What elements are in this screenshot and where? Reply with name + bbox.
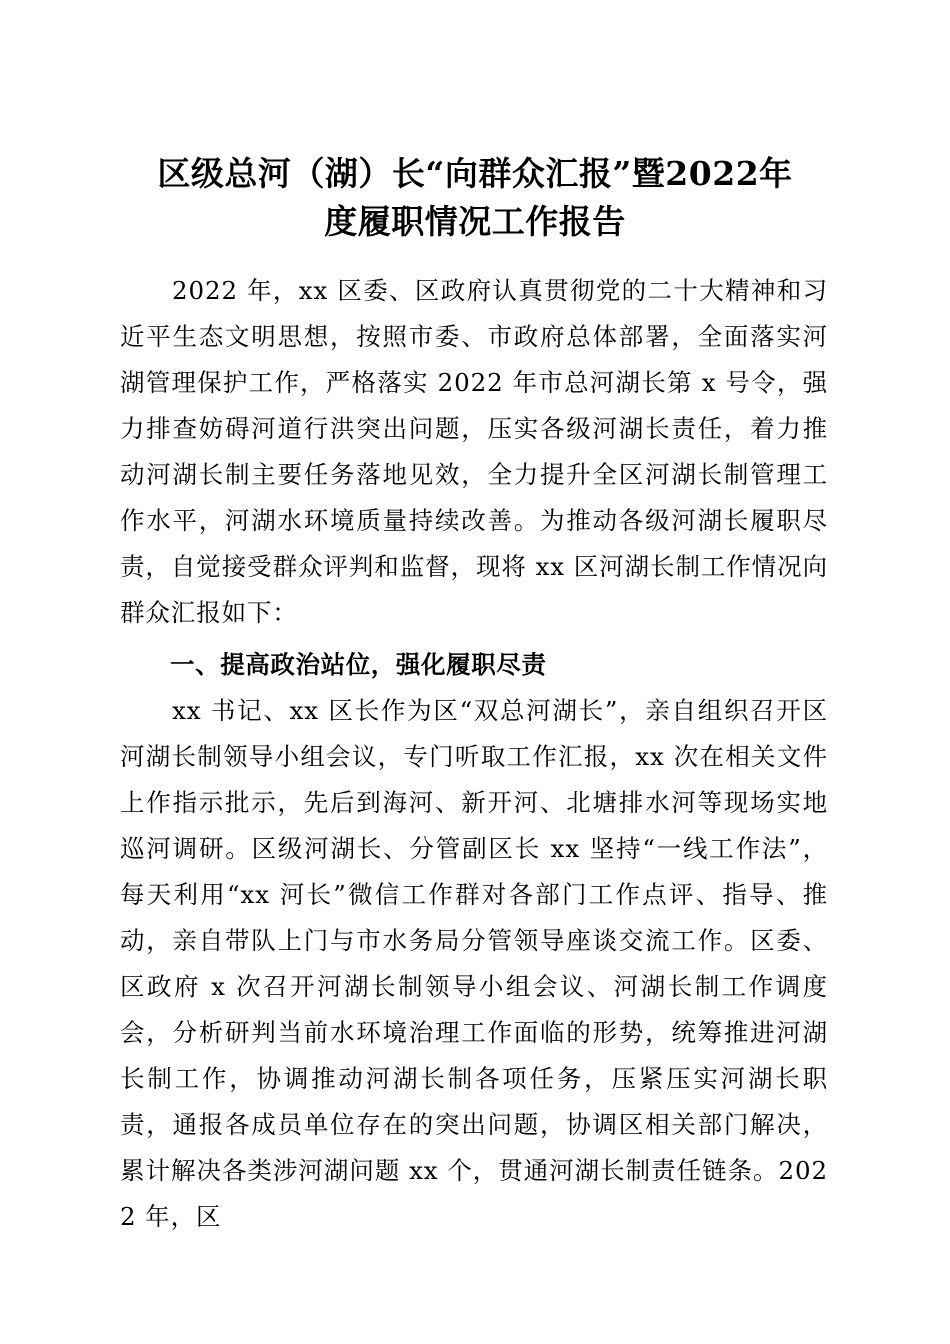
document-body [120, 268, 828, 1240]
document-title [120, 150, 830, 246]
body-paragraph-2: xx 书记、xx 区长作为区“双总河湖长”，亲自组织召开区河湖长制领导小组会议，专门听取工作汇报，xx 次在相关文件上作指示批示，先后到海河、新开河、北塘排水河等现场实地巡河调研。区级河湖长、分管副区长 xx 坚持“一线工作法”，每天利用“xx 河长”微信工作群对各部门工作点评、指导、推动，亲自带队上门与市水务局分管领导座谈交流工作。区委、区政府 x 次召开河湖长制领导小组会议、河湖长制工作调度会，分析研判当前水环境治理工作面临的形势，统筹推进河湖长制工作，协调推动河湖长制各项任务，压紧压实河湖长职责，通报各成员单位存在的突出问题，协调区相关部门解决，累计解决各类涉河湖问题 xx 个，贯通河湖长制责任链条。2022 年，区 [120, 696, 828, 1231]
section-heading-1: 一、提高政治站位，强化履职尽责 [170, 650, 547, 679]
body-paragraph-1: 2022 年，xx 区委、区政府认真贯彻党的二十大精神和习近平生态文明思想，按照市委、市政府总体部署，全面落实河湖管理保护工作，严格落实 2022 年市总河湖长第 x 号令，强力排查妨碍河道行洪突出问题，压实各级河湖长责任，着力推动河湖长制主要任务落地见效，全力提升全区河湖长制管理工作水平，河湖水环境质量持续改善。为推动各级河湖长履职尽责，自觉接受群众评判和监督，现将 xx 区河湖长制工作情况向群众汇报如下： [120, 276, 828, 627]
document-title-line-1: 区级总河（湖）长“向群众汇报”暨2022年 [157, 154, 793, 194]
document-title-line-2: 度履职情况工作报告 [324, 202, 626, 242]
